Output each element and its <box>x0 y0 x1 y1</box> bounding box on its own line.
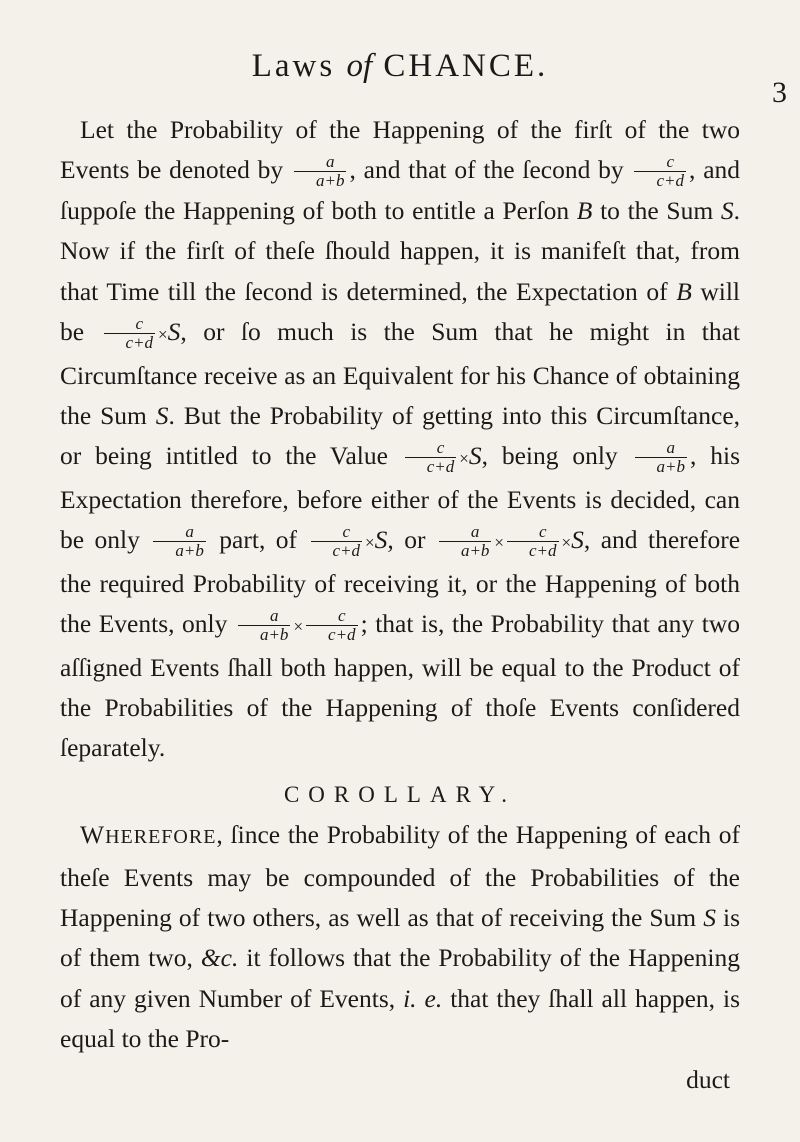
body-text <box>60 110 740 1100</box>
symbol-b: B <box>676 276 692 306</box>
text-run: will be <box>60 276 741 347</box>
text-run: , ſince the Probability of the Happening of each of theſe Events may be compounded of the Probabilities of the Happening of two others, as well as that of receiving the Sum <box>60 820 740 932</box>
text-run: , and that of the ſecond by <box>349 155 624 185</box>
running-header <box>0 48 800 85</box>
text-run: ; that is, the Probability that any two aſſigned Events ſhall both happen, will be equal to the Product of the Probabilities of the Happening of thoſe Events conſidered ſeparately. <box>60 609 740 763</box>
text-run: . Now if the firſt of theſe ſhould happen, it is manifeſt that, from that Time till the ſecond is determined, the Expectation of <box>60 196 741 306</box>
symbol-s: S <box>374 525 388 555</box>
symbol-s: S <box>468 441 482 471</box>
paragraph-1 <box>60 110 740 769</box>
text-run: it follows that the Probability of the Happening of any given Number of Events, <box>60 943 741 1013</box>
times-sign: × <box>459 449 469 469</box>
symbol-s: S <box>720 196 734 226</box>
fraction-c-over-c-plus-d: $\frac{c}{c+d}$ <box>311 523 363 560</box>
text-run: , or ſo much is the Sum that he might in that Circumſtance receive as an Equivalent for his Chance of obtaining the Sum <box>60 317 741 431</box>
symbol-s: S <box>155 401 169 431</box>
paragraph-2 <box>60 815 740 1059</box>
fraction-a-over-a-plus-b: $\frac{a}{a+b}$ <box>439 523 491 560</box>
fraction-c-over-c-plus-d: $\frac{c}{c+d}$ <box>405 439 457 476</box>
text-run: , or <box>387 525 426 555</box>
fraction-a-over-a-plus-b: $\frac{a}{a+b}$ <box>294 153 346 190</box>
fraction-a-over-a-plus-b: $\frac{a}{a+b}$ <box>238 607 290 644</box>
text-run: to the Sum <box>600 196 714 226</box>
page-number: 3 <box>772 76 787 109</box>
catchword: duct <box>686 1064 730 1094</box>
ie-abbreviation: i. e. <box>403 983 443 1013</box>
symbol-s: S <box>167 317 181 347</box>
fraction-a-over-a-plus-b: $\frac{a}{a+b}$ <box>635 439 687 476</box>
section-heading-corollary: COROLLARY. <box>283 781 517 807</box>
fraction-c-over-c-plus-d: $\frac{c}{c+d}$ <box>634 153 686 190</box>
times-sign: × <box>293 617 304 637</box>
header-chance: CHANCE. <box>383 48 549 84</box>
header-laws: Laws <box>251 48 336 84</box>
text-run: , and therefore the required Probability of receiving it, or the Happening of both the Events, only <box>60 525 741 639</box>
symbol-s: S <box>571 525 584 555</box>
symbol-s: S <box>703 902 716 932</box>
symbol-b: B <box>576 196 593 226</box>
text-run: Let the Probability of the Happening of the firſt of the two Events be denoted by <box>60 115 740 185</box>
times-sign: × <box>365 533 375 553</box>
text-run: , and ſuppoſe the Happening of both to entitle a Perſon <box>60 155 741 226</box>
text-run: , being only <box>481 441 618 471</box>
fraction-a-over-a-plus-b: $\frac{a}{a+b}$ <box>153 523 205 560</box>
fraction-c-over-c-plus-d: $\frac{c}{c+d}$ <box>306 607 358 644</box>
text-run: part, of <box>219 525 298 555</box>
times-sign: × <box>158 325 168 345</box>
text-run: , his Expectation therefore, before either of the Events is decided, can be only <box>60 441 740 555</box>
text-run: is of them two, <box>60 902 741 973</box>
fraction-c-over-c-plus-d: $\frac{c}{c+d}$ <box>104 315 156 352</box>
header-of: of <box>346 48 373 84</box>
fraction-c-over-c-plus-d: $\frac{c}{c+d}$ <box>507 523 559 560</box>
text-run: . But the Probability of getting into this Circumſtance, or being intitled to the Value <box>60 401 741 471</box>
lead-word: WHEREFORE <box>80 820 217 850</box>
text-run: that they ſhall all happen, is equal to the Pro- <box>60 983 740 1054</box>
etc-abbreviation: &c. <box>200 943 239 973</box>
times-sign: × <box>494 533 505 553</box>
times-sign: × <box>561 533 572 553</box>
